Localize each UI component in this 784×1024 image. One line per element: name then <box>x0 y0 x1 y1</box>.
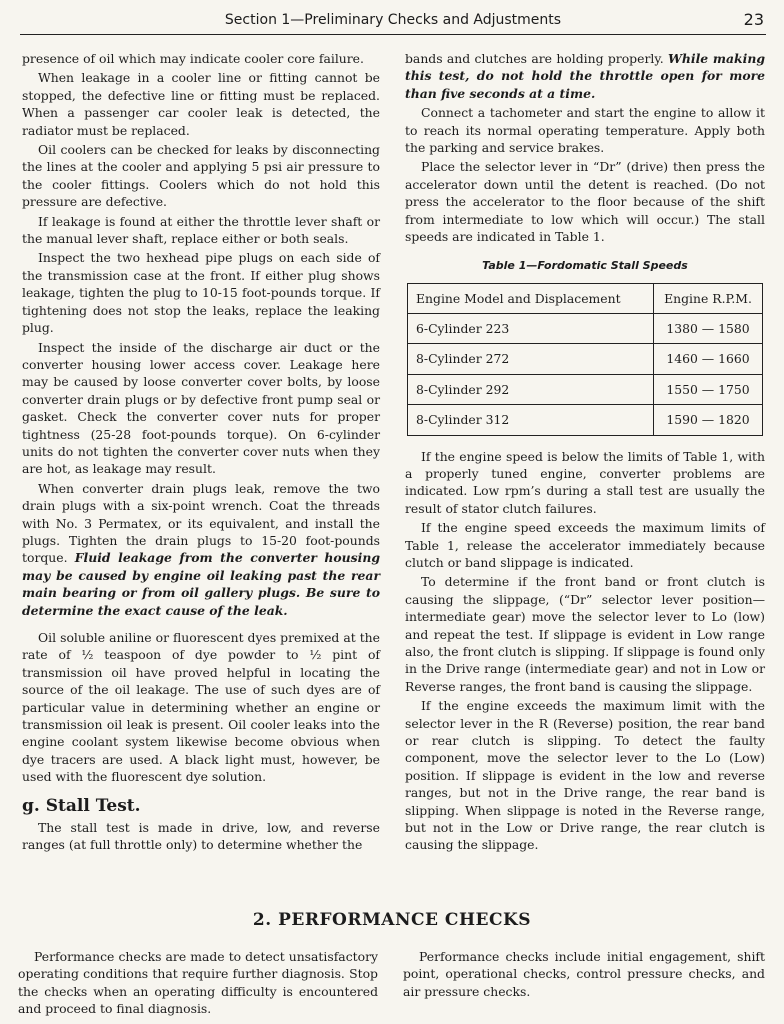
header-divider <box>20 34 766 35</box>
engine-cell: 8-Cylinder 272 <box>408 344 654 374</box>
paragraph <box>405 50 765 102</box>
paragraph: Inspect the inside of the discharge air duct or the converter housing lower access cover. Leakage here may be caused by loose converter cover bolts, by loose converter drain plugs or by defective front pump seal or gasket. Check the converter cover nuts for proper tightness (25-28 foot-pounds torque). On 6-cylinder units do not tighten the converter cover nuts when they are hot, as leakage may result. <box>22 339 380 477</box>
paragraph: If the engine speed exceeds the maximum limits of Table 1, release the accelerator immediately because clutch or band slippage is indicated. <box>405 520 765 570</box>
rpm-cell: 1550 — 1750 <box>654 374 763 404</box>
stall-speed-table <box>407 283 763 436</box>
performance-right-column <box>403 948 765 1002</box>
paragraph: Inspect the two hexhead pipe plugs on each side of the transmission case at the front. If either plug shows leakage, tighten the plug to 10-15 foot-pounds torque. If tightening does not stop the leaks, replace the leaking plug. <box>22 250 380 336</box>
paragraph: To determine if the front band or front clutch is causing the slippage, (“Dr” selector lever position—intermediate gear) move the selector lever to Lo (low) and repeat the test. If slippage is evident in Low range also, the front clutch is slipping. If slippage is found only in the Drive range (intermediate gear) and not in Low or Reverse ranges, the front band is causing the slippage. <box>405 574 765 694</box>
table-header-rpm: Engine R.P.M. <box>654 283 763 313</box>
section-title: Section 1—Preliminary Checks and Adjustments <box>224 12 562 28</box>
page-number: 23 <box>743 10 764 29</box>
table-row <box>408 313 763 343</box>
emphasis-text: Fluid leakage from the converter housing may be caused by engine oil leaking past the rear main bearing or from oil gallery plugs. Be sure to determine the exact cause of the leak. <box>22 550 381 618</box>
table-caption: Table 1—Fordomatic Stall Speeds <box>482 259 688 273</box>
rpm-cell: 1460 — 1660 <box>654 344 763 374</box>
paragraph: The stall test is made in drive, low, and reverse ranges (at full throttle only) to determine whether the <box>22 820 380 853</box>
left-column <box>22 50 380 856</box>
rpm-cell: 1380 — 1580 <box>654 313 763 343</box>
paragraph: Connect a tachometer and start the engine to allow it to reach its normal operating temperature. Apply both the parking and service brakes. <box>405 105 765 156</box>
paragraph: If leakage is found at either the throttle lever shaft or the manual lever shaft, replace either or both seals. <box>22 213 380 247</box>
table-row <box>408 405 763 435</box>
engine-cell: 8-Cylinder 292 <box>408 374 654 404</box>
paragraph: Oil coolers can be checked for leaks by disconnecting the lines at the cooler and applying 5 psi air pressure to the cooler fittings. Coolers which do not hold this pressure are defective. <box>22 142 380 210</box>
engine-cell: 8-Cylinder 312 <box>408 405 654 435</box>
paragraph: Performance checks are made to detect unsatisfactory operating conditions that require further diagnosis. Stop the checks when an operating difficulty is encountered and proceed to final diagnosis. <box>18 949 378 1017</box>
paragraph: Place the selector lever in “Dr” (drive) then press the accelerator down until the detent is reached. (Do not press the accelerator to the floor because of the shift from intermediate to low which will occur.) The stall speeds are indicated in Table 1. <box>405 159 765 245</box>
performance-left-column <box>18 948 378 1020</box>
paragraph: If the engine exceeds the maximum limit with the selector lever in the R (Reverse) position, the rear band or rear clutch is slipping. To detect the faulty component, move the selector lever to the Lo (Low) position. If slippage is evident in the low and reverse ranges, but not in the Drive range, the rear band is slipping. When slippage is noted in the Reverse range, but not in the Low or Drive range, the rear clutch is causing the slippage. <box>405 698 765 853</box>
table-row <box>408 374 763 404</box>
engine-cell: 6-Cylinder 223 <box>408 313 654 343</box>
table-row <box>408 344 763 374</box>
table-header-engine: Engine Model and Displacement <box>408 283 654 313</box>
performance-checks-heading: 2. PERFORMANCE CHECKS <box>252 910 532 930</box>
subsection-heading: g. Stall Test. <box>22 795 141 816</box>
paragraph-text: bands and clutches are holding properly. <box>405 51 668 66</box>
paragraph: Oil soluble aniline or fluorescent dyes premixed at the rate of ½ teaspoon of dye powder to ½ pint of transmission oil have proved helpful in locating the source of the oil leakage. The use of such dyes are of particular value in determining whether an engine or transmission oil leak is present. Oil cooler leaks into the engine coolant system likewise become obvious when dye tracers are used. A black light must, however, be used with the fluorescent dye solution. <box>22 630 380 785</box>
paragraph <box>22 480 380 619</box>
right-column <box>405 50 765 856</box>
paragraph: If the engine speed is below the limits of Table 1, with a properly tuned engine, converter problems are indicated. Low rpm’s during a stall test are usually the result of stator clutch failures. <box>405 448 765 516</box>
page-header <box>20 8 766 36</box>
paragraph: When leakage in a cooler line or fitting cannot be stopped, the defective line or fitting must be replaced. When a passenger car cooler leak is detected, the radiator must be replaced. <box>22 70 380 138</box>
paragraph: Performance checks include initial engagement, shift point, operational checks, control pressure checks, and air pressure checks. <box>403 949 765 999</box>
emphasis-text: While making this test, do not hold the throttle open for more than five seconds at a time. <box>405 51 766 101</box>
table-header-row <box>408 283 763 313</box>
paragraph: presence of oil which may indicate cooler core failure. <box>22 51 364 66</box>
rpm-cell: 1590 — 1820 <box>654 405 763 435</box>
paragraph-text: When converter drain plugs leak, remove the two drain plugs with a six-point wrench. Coat the threads with No. 3 Permatex, or its equivalent, and install the plugs. Tighten the drain plugs to 15-20 foot-pounds torque. <box>22 480 380 566</box>
